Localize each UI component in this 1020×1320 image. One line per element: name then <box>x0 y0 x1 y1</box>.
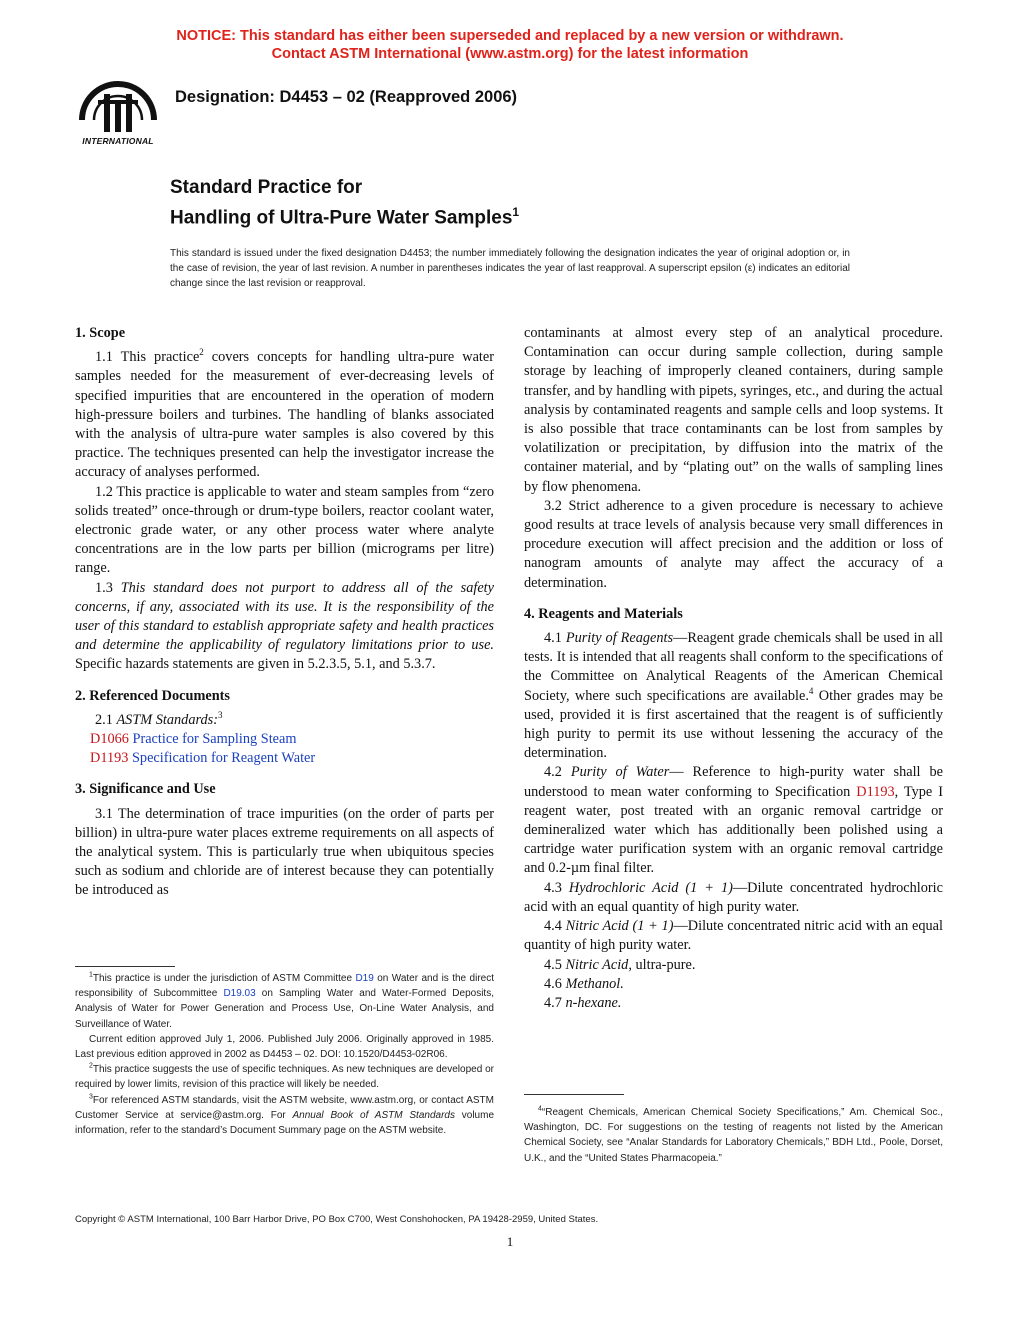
reference-code[interactable]: D1066 <box>90 731 129 748</box>
paragraph-4-4: 4.4 Nitric Acid (1 + 1)—Dilute concentrated nitric acid with an equal quantity of high purity water. <box>524 918 943 954</box>
notice-line-1: NOTICE: This standard has either been superseded and replaced by a new version or withdrawn. <box>176 28 844 44</box>
link-d19[interactable]: D19 <box>355 973 374 984</box>
paragraph-1-1: 1.1 This practice$^2$ covers concepts for handling ultra-pure water samples needed for the measurement of ever-decreasing levels of specified impurities that are encountered in the operation of modern high-pressure boilers and turbines. The handling of blanks associated with the analysis of ultra-pure water samples is also covered by this practice. The techniques presented can help the investigator increase the accuracy of analyses performed. <box>75 347 495 481</box>
copyright-line: Copyright © ASTM International, 100 Barr Harbor Drive, PO Box C700, West Conshohocken, PA 19428-2959, United States. <box>75 1214 599 1225</box>
paragraph-1-2: 1.2 This practice is applicable to water and steam samples from “zero solids treated” once-through or drum-type boilers, reactor coolant water, electronic grade water, or any other process water where analyte concentrations are in the low parts per billion (micrograms per litre) range. <box>75 483 494 577</box>
section-1-heading: 1. Scope <box>75 325 126 341</box>
reference-d1193[interactable] <box>75 749 494 768</box>
paragraph-3-2: 3.2 Strict adherence to a given procedure is necessary to achieve good results at trace levels of analysis because very small differences in procedure execution will affect precision and the addition or loss of nanogram amounts of analyte may affect the accuracy of a determination. <box>524 497 943 591</box>
reference-d1066[interactable] <box>75 730 494 749</box>
notice-line-2: Contact ASTM International (www.astm.org) for the latest information <box>271 46 749 62</box>
footnote-4: $^4$“Reagent Chemicals, American Chemical Society Specifications,” Am. Chemical Soc., Washington, DC. For suggestions on the testing of reagents not listed by the American Chemical Society, see “Analar Standards for Laboratory Chemicals,” BDH Ltd., Poole, Dorset, U.K., and the “United States Pharmacopeia.” <box>524 1105 943 1164</box>
footnote-3: $^3$For referenced ASTM standards, visit the ASTM website, www.astm.org, or contact ASTM Customer Service at service@astm.org. For Annual Book of ASTM Standards volume information, refer to the standard’s Document Summary page on the ASTM website. <box>75 1093 494 1137</box>
paragraph-3-1-continued: contaminants at almost every step of an analytical procedure. Contamination can occur during sample collection, during sample storage by leaching of improperly cleaned containers, during sample transfer, and by handling with pipets, syringes, etc., and during the actual analysis by contaminated reagents and sample cells and loop systems. It is also possible that trace contaminants can be lost from samples by volatilization or precipitation, by diffusion into the matrix of the container material, and by “plating out” on the walls of sampling lines by flow phenomena. <box>524 325 943 495</box>
reference-title[interactable]: Practice for Sampling Steam <box>132 731 297 748</box>
paragraph-4-1: 4.1 Purity of Reagents—Reagent grade chemicals shall be used in all tests. It is intended that all reagents shall conform to the specifications of the Committee on Analytical Reagents of the American Chemical Society, where such specifications are available.$^4$ Other grades may be used, provided it is first ascertained that the reagent is of sufficiently high purity to permit its use without lessening the accuracy of the determination. <box>524 630 943 762</box>
page-number: 1 <box>506 1234 514 1249</box>
paragraph-4-3: 4.3 Hydrochloric Acid (1 + 1)—Dilute concentrated hydrochloric acid with an equal quantity of high purity water. <box>524 879 943 915</box>
link-d19-03[interactable]: D19.03 <box>223 988 256 1000</box>
footnote-2: $^2$This practice suggests the use of specific techniques. As new techniques are developed or required by lower limits, revision of this practice will likely be needed. <box>75 1062 494 1091</box>
paragraph-4-2: 4.2 Purity of Water— Reference to high-purity water shall be understood to mean water conforming to Specification D1193, Type I reagent water, post treated with an organic removal cartridge or demineralized water which has additionally been polished using a cartridge water purification system with an organic removal cartridge and 0.2-µm final filter. <box>524 764 943 877</box>
section-2-heading: 2. Referenced Documents <box>75 687 230 704</box>
paragraph-3-1: 3.1 The determination of trace impurities (on the order of parts per billion) in ultra-pure water places extreme requirements on all aspects of the analytical system. This is particularly true when ubiquitous species such as sodium and chloride are of interest because they can potentially be introduced as <box>75 805 494 899</box>
footnote-1: $^1$This practice is under the jurisdiction of ASTM Committee D19 on Water and is the direct responsibility of Subcommittee D19.03 on Sampling Water and Water-Formed Deposits, Analysis of Water for Power Generation and Process Use, On-Line Water Analysis, and Surveillance of Water. <box>75 971 494 1030</box>
paragraph-4-7: 4.7 n-hexane. <box>544 994 622 1011</box>
footnote-divider <box>524 1094 624 1095</box>
reference-code[interactable]: D1193 <box>90 750 129 767</box>
title-line-1: Standard Practice for <box>170 177 363 198</box>
title-line-2 <box>170 200 519 230</box>
issued-note: This standard is issued under the fixed designation D4453; the number immediately following the designation indicates the year of original adoption or, in the case of revision, the year of last revision. A number in parentheses indicates the year of last reapproval. A superscript epsilon (ε) indicates an editorial change since the last revision or reapproval. <box>170 248 850 289</box>
paragraph-4-5: 4.5 Nitric Acid, ultra-pure. <box>544 956 696 973</box>
paragraph-4-6: 4.6 Methanol. <box>544 975 624 992</box>
link-d1193[interactable]: D1193 <box>856 783 895 800</box>
left-column <box>75 324 494 901</box>
title-footnote-mark: 1 <box>512 205 520 219</box>
section-4-heading: 4. Reagents and Materials <box>524 605 683 622</box>
reference-title[interactable]: Specification for Reagent Water <box>131 750 316 767</box>
footnote-1-edition: Current edition approved July 1, 2006. Published July 2006. Originally approved in 1985. Last previous edition approved in 2002 as D4453 – 02. DOI: 10.1520/D4453-02R06. <box>75 1033 494 1061</box>
footnote-divider <box>75 966 175 967</box>
designation: Designation: D4453 – 02 (Reapproved 2006) <box>175 88 518 106</box>
withdrawal-notice <box>0 27 1020 63</box>
title-main: Handling of Ultra-Pure Water Samples <box>170 207 513 229</box>
paragraph-1-3: 1.3 This standard does not purport to address all of the safety concerns, if any, associated with its use. It is the responsibility of the user of this standard to establish appropriate safety and health practices and determine the applicability of regulatory limitations prior to use. Specific hazards statements are given in 5.2.3.5, 5.1, and 5.3.7. <box>75 579 494 673</box>
right-column <box>524 324 943 1013</box>
astm-logo <box>76 80 160 150</box>
left-footnotes <box>75 966 494 1138</box>
right-footnotes <box>524 1094 943 1166</box>
document-title <box>170 175 519 230</box>
logo-caption: INTERNATIONAL <box>82 136 154 146</box>
paragraph-2-1: 2.1 ASTM Standards:$^3$ <box>95 710 223 728</box>
section-3-heading: 3. Significance and Use <box>75 781 216 798</box>
